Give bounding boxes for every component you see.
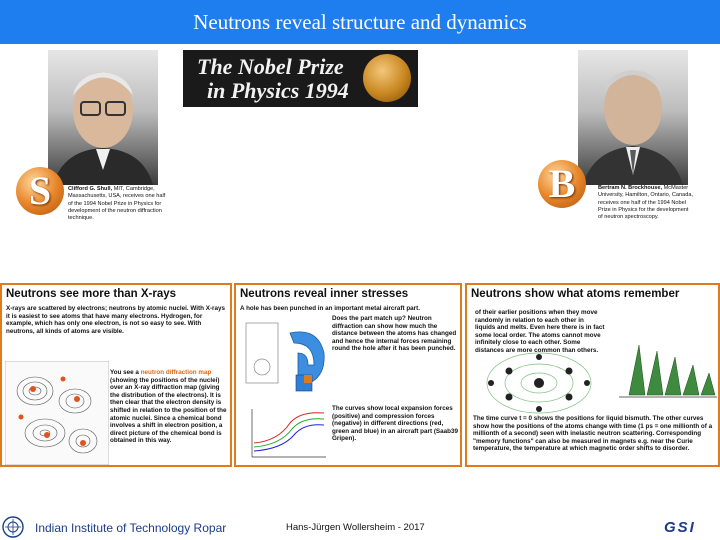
caption-highlight: neutron diffraction map	[140, 369, 212, 376]
shull-description: MIT, Cambridge, Massachusetts, USA, receives one half of the 1994 Nobel Prize in Physics for development of the neutron diffraction technique.	[68, 186, 166, 222]
diffraction-map-figure	[5, 361, 109, 465]
brockhouse-name: Bertram N. Brockhouse,	[598, 185, 663, 191]
nobel-prize-banner	[183, 50, 418, 107]
shull-portrait	[48, 50, 158, 185]
poster-stresses-intro: A hole has been punched in an important metal aircraft part.	[240, 305, 420, 312]
aircraft-part-figure	[238, 313, 330, 465]
shull-initial-badge: S	[16, 167, 64, 215]
atom-memory-figure	[479, 325, 717, 415]
footer-author: Hans-Jürgen Wollersheim - 2017	[286, 522, 425, 533]
brockhouse-description: McMaster University, Hamilton, Ontario, Canada, receives one half of the 1994 Nobel Prize in Physics for the development of neutron spectroscopy.	[598, 185, 694, 221]
title-bar	[0, 0, 720, 44]
brockhouse-caption	[598, 185, 694, 221]
poster-atoms-caption: The time curve t = 0 shows the positions for liquid bismuth. The other curves show how the positions of the atoms change with time (1 ps = one millionth of a millionth of a second) seen with inelastic neutron scattering. Corresponding "memory functions" can also be measured in magnets e.g. near the Curie temperature, the temperature at which magnetic order shifts to disorder.	[473, 415, 713, 453]
poster-atoms-intro: of their earlier positions when they move randomly in relation to each other in liquids and melts. Even here there is in fact some local order. The atoms cannot move infinitely close to each other. Some distances are more common than others.	[475, 309, 605, 354]
shull-name: Clifford G. Shull,	[68, 186, 113, 192]
poster-stresses	[234, 283, 462, 467]
iit-ropar-logo-icon	[2, 516, 24, 538]
poster-stresses-curves: The curves show local expansion forces (positive) and compression forces (negative) in different directions (red, green and blue) in an aircraft part (Saab39 Gripen).	[332, 405, 458, 443]
shull-caption	[68, 186, 168, 222]
poster-xrays	[0, 283, 232, 467]
caption-prefix: You see a	[110, 369, 141, 376]
banner-line-1: The Nobel Prize	[197, 54, 344, 79]
brockhouse-initial-badge: B	[538, 160, 586, 208]
poster-stresses-title: Neutrons reveal inner stresses	[240, 288, 409, 300]
banner-line-2: in Physics 1994	[207, 78, 349, 103]
caption-rest: (showing the positions of the nuclei) over an X-ray diffraction map (giving the distribution of the electrons). It is then clear that the electron density is shifted in relation to the position of the atomic nuclei. Since a chemical bond involves a shift in electron position, a direct picture of the chemical bond is obtained in this way.	[110, 376, 227, 445]
poster-xrays-caption	[110, 369, 228, 445]
poster-atoms-title: Neutrons show what atoms remember	[471, 288, 680, 300]
footer-institution: Indian Institute of Technology Ropar	[35, 521, 227, 535]
nobel-medal-icon	[363, 54, 411, 102]
slide-title: Neutrons reveal structure and dynamics	[193, 10, 527, 34]
poster-stresses-question: Does the part match up? Neutron diffraction can show how much the distance between the atoms has changed and hence the internal forces remaining round the hole after it has been punched.	[332, 315, 457, 353]
gsi-logo: GSI	[664, 519, 696, 536]
poster-atoms	[465, 283, 720, 467]
brockhouse-portrait	[578, 50, 688, 185]
poster-xrays-title: Neutrons see more than X-rays	[6, 288, 177, 300]
poster-xrays-text: X-rays are scattered by electrons; neutrons by atomic nuclei. With X-rays it is easiest to see atoms that have many electrons. Hydrogen, for example, which has only one electron, is not so easy to see. With neutrons, all kinds of atoms are visible.	[6, 305, 226, 335]
